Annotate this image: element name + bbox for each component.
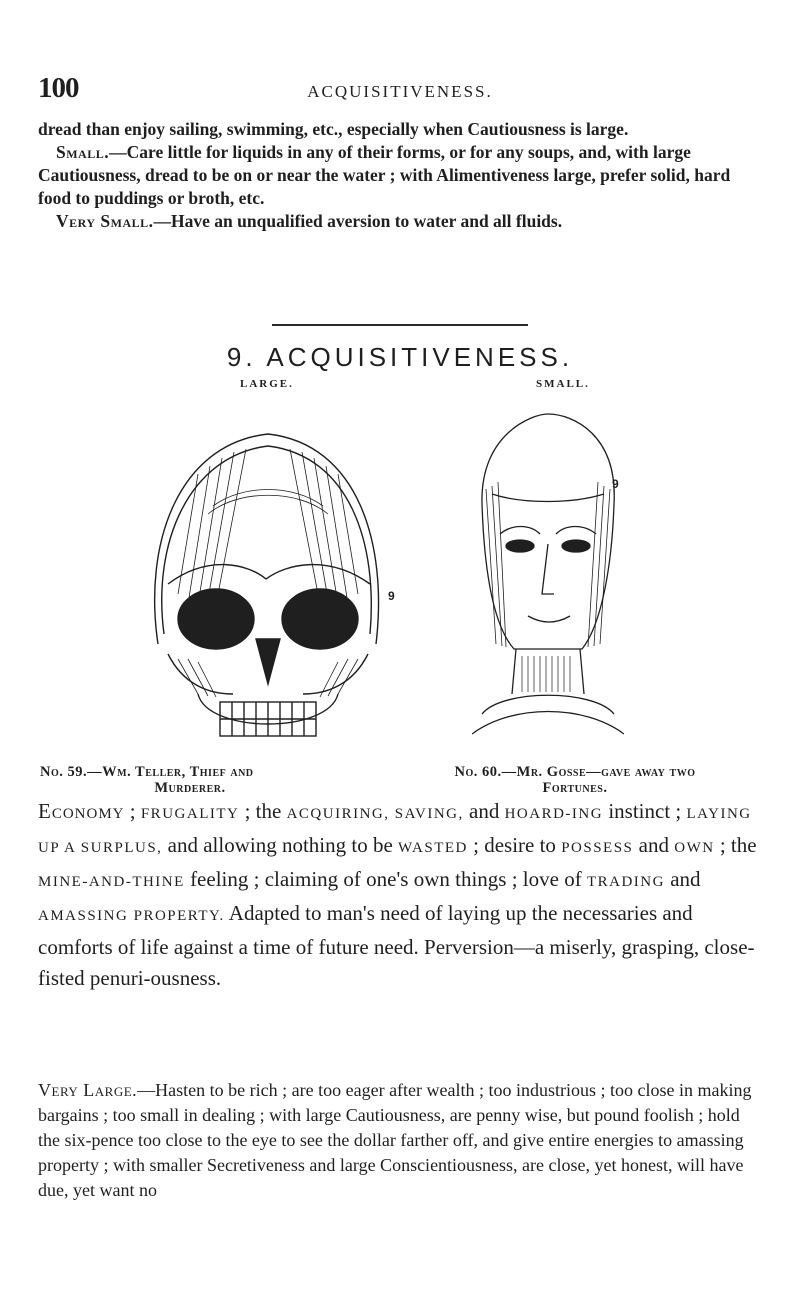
term-trading: TRADING (586, 874, 665, 890)
paragraph-continuation: dread than enjoy sailing, swimming, etc., especially when Cautiousness is large. (38, 119, 629, 139)
small-label: Small. (56, 142, 110, 162)
very-large-body: —Hasten to be rich ; are too eager after wealth ; too industrious ; too close in making bargains ; too small in dealing ; with large Cautiousness, are penny wise, but pound foolish ; hold the six-pence too close to the eye to see the dollar farther off, and give entire energies to amassing property ; with smaller Secretiveness and large Conscientiousness, are close, yet honest, will have due, yet want no (38, 1080, 752, 1200)
paragraph-small (38, 141, 760, 210)
definition-text (38, 796, 764, 994)
term-wasted: WASTED (398, 840, 468, 856)
caption-right (390, 764, 760, 796)
skull-engraving (138, 394, 398, 754)
term-mine-and-thine: MINE-AND-THINE (38, 874, 185, 890)
term-own: OWN (674, 840, 715, 856)
caption-left (40, 764, 340, 796)
caption-left-line1: No. 59.—Wm. Teller, Thief and (40, 764, 254, 780)
caption-left-line2: Murderer. (154, 780, 226, 796)
very-small-label: Very Small. (56, 211, 154, 231)
very-large-text (38, 1078, 764, 1203)
previous-section-text (38, 118, 760, 233)
body-span: and allowing nothing to be (162, 833, 399, 857)
body-span: ; desire to (467, 833, 562, 857)
body-span: and (664, 867, 701, 891)
very-large-label: Very Large. (38, 1080, 138, 1100)
label-large: LARGE. (240, 378, 294, 390)
term-possess: POSSESS (561, 840, 634, 856)
caption-right-line1: No. 60.—Mr. Gosse—gave away two (454, 764, 696, 780)
body-span: ; (124, 799, 141, 823)
body-span: Adapted to man's need of laying up the necessaries and comforts of life against a time of future need. Perversion—a miserly, grasping, close-fisted penuri-ousness. (38, 901, 755, 990)
term-laying-up: LAYING UP A SURPLUS, (38, 806, 752, 856)
page-number: 100 (38, 72, 79, 104)
definition-paragraph (38, 796, 764, 994)
body-span: instinct ; (603, 799, 687, 823)
term-amassing: AMASSING PROPERTY. (38, 908, 225, 924)
label-small: SMALL. (536, 378, 590, 390)
running-head: ACQUISITIVENESS. (307, 82, 493, 101)
very-large-paragraph (38, 1078, 764, 1203)
term-economy: Economy (38, 799, 125, 823)
number-marker-left: 9 (388, 589, 395, 603)
term-hoarding: HOARD-ING (504, 806, 604, 822)
section-title: 9. ACQUISITIVENESS. (226, 342, 574, 372)
page-header (38, 72, 762, 106)
body-span: and (633, 833, 675, 857)
section-divider (272, 324, 528, 326)
very-small-text: —Have an unqualified aversion to water and all fluids. (153, 211, 563, 231)
term-acquiring: ACQUIRING, SAVING, (286, 806, 464, 822)
body-span: ; the (714, 833, 757, 857)
small-text: —Care little for liquids in any of their forms, or for any soups, and, with large Cautiousness, dread to be on or near the water ; with Alimentiveness large, prefer solid, hard food to puddings or broth, etc. (38, 142, 731, 208)
caption-right-line2: Fortunes. (542, 780, 608, 796)
body-span: and (463, 799, 505, 823)
number-marker-right: 9 (612, 477, 619, 491)
term-frugality: FRUGALITY (140, 806, 240, 822)
paragraph-very-small (38, 210, 760, 233)
bust-engraving (472, 394, 624, 754)
body-span: feeling ; claiming of one's own things ; love of (184, 867, 587, 891)
body-span: ; the (239, 799, 287, 823)
